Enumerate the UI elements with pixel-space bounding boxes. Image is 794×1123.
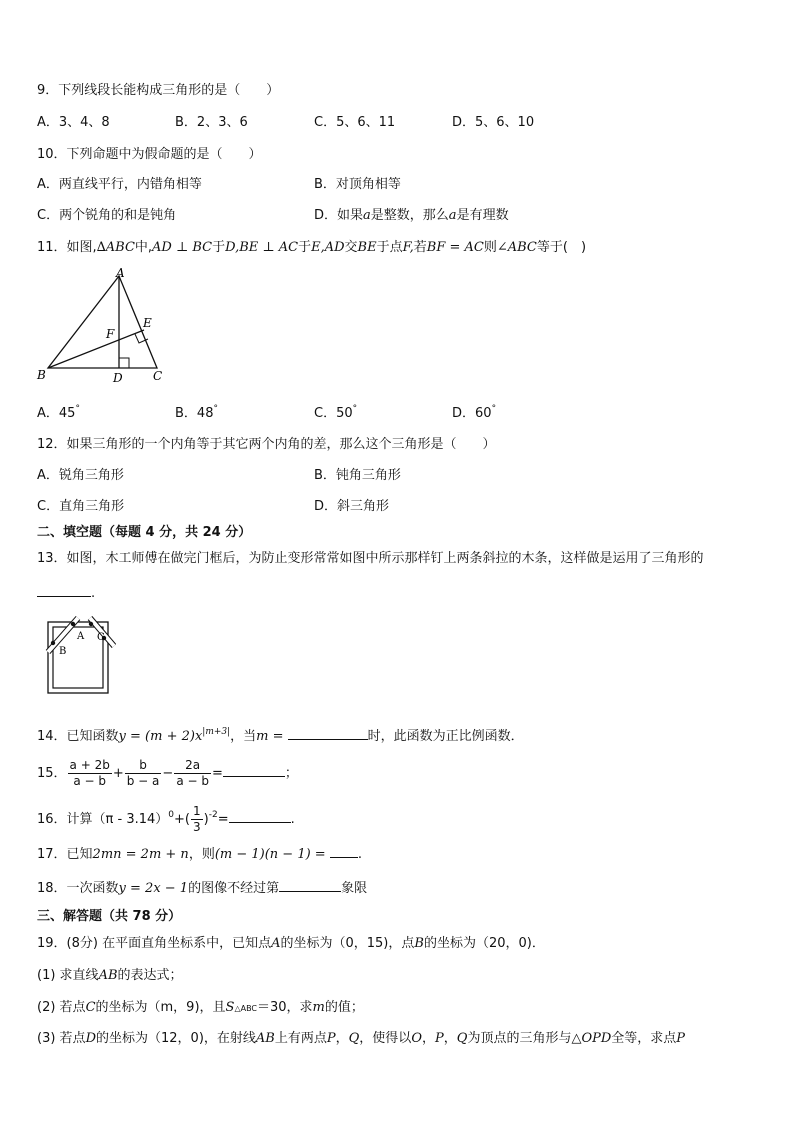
q18-blank[interactable] bbox=[279, 877, 341, 892]
section-3-heading: 三、解答题（共 78 分） bbox=[37, 909, 182, 924]
question-17: 17．已知2mn = 2m + n，则(m − 1)(n − 1) = . bbox=[37, 843, 362, 864]
question-15: 15． $\frac{a + 2b}{a - b}$ + $\frac{b}{b - a}$ − $\frac{2a}{a - b}$ = ； bbox=[37, 758, 298, 788]
q11-option-b: B．48° bbox=[175, 404, 218, 421]
q14-blank[interactable] bbox=[288, 725, 368, 740]
q9-option-a: A．3、4、8 bbox=[37, 115, 110, 130]
q11-option-d: D．60° bbox=[452, 404, 497, 421]
q13-blank[interactable] bbox=[37, 582, 91, 597]
question-14: 14．已知函数$y = (m + 2)x^{|m+3|}$，当m = 时，此函数为正比例函数． bbox=[37, 727, 524, 744]
q12-option-c: C．直角三角形 bbox=[37, 499, 125, 514]
q11-option-a: A．45° bbox=[37, 404, 80, 421]
q12-option-d: D．斜三角形 bbox=[314, 499, 390, 514]
wood-label-a: A bbox=[77, 631, 85, 642]
q12-option-b: B．钝角三角形 bbox=[314, 468, 401, 483]
q15-blank[interactable] bbox=[223, 762, 285, 777]
q16-blank[interactable] bbox=[229, 808, 291, 823]
q9-option-c: C．5、6、11 bbox=[314, 115, 396, 130]
label-a: A bbox=[116, 266, 125, 280]
q15-fraction-1: $\frac{a + 2b}{a - b}$ bbox=[69, 758, 110, 788]
q16-fraction: $\frac{1}{3}$ bbox=[192, 804, 201, 834]
q11-option-c: C．50° bbox=[314, 404, 358, 421]
q12-option-a: A．锐角三角形 bbox=[37, 468, 124, 483]
q10-option-c: C．两个锐角的和是钝角 bbox=[37, 208, 177, 223]
label-e: E bbox=[143, 316, 152, 330]
question-19-stem: 19．(8分) 在平面直角坐标系中，已知点A的坐标为（0，15)，点B的坐标为（20，0)． bbox=[37, 936, 545, 951]
label-b: B bbox=[37, 368, 46, 382]
q19-part-3: (3) 若点D的坐标为（12，0)，在射线AB上有两点P，Q，使得以O，P，Q为顶点的三角形与△OPD全等，求点P bbox=[37, 1031, 686, 1046]
q19-part-2: (2) 若点C的坐标为（m，9)，且S△ABC＝30，求m的值； bbox=[37, 1000, 364, 1015]
section-2-heading: 二、填空题（每题 4 分，共 24 分） bbox=[37, 525, 252, 540]
q9-option-b: B．2、3、6 bbox=[175, 115, 248, 130]
q19-part-1: (1) 求直线AB的表达式； bbox=[37, 968, 183, 983]
q13-answer-line: . bbox=[37, 582, 95, 603]
q10-option-a: A．两直线平行，内错角相等 bbox=[37, 177, 202, 192]
label-c: C bbox=[153, 369, 163, 383]
question-9-stem: 9．下列线段长能构成三角形的是（ ） bbox=[37, 83, 280, 98]
question-11-stem: 11．如图,∆ABC中,AD ⊥ BC于D,BE ⊥ AC于E,AD交BE于点F,若BF = AC则∠ABC等于( ) bbox=[37, 240, 587, 255]
label-f: F bbox=[106, 327, 115, 341]
question-12-stem: 12．如果三角形的一个内角等于其它两个内角的差，那么这个三角形是（ ） bbox=[37, 437, 496, 452]
wood-label-b: B bbox=[59, 646, 67, 657]
q9-option-d: D．5、6、10 bbox=[452, 115, 535, 130]
door-frame-figure bbox=[44, 616, 116, 696]
question-16: 16．计算（π - 3.14）$^0$+( $\frac{1}{3}$ )$^{-2}$= . bbox=[37, 804, 295, 834]
q17-blank[interactable] bbox=[330, 843, 358, 858]
question-18: 18．一次函数y = 2x − 1的图像不经过第 象限 bbox=[37, 877, 367, 898]
question-10-stem: 10．下列命题中为假命题的是（ ） bbox=[37, 147, 262, 162]
label-d: D bbox=[113, 371, 123, 384]
q10-option-d: D．如果a是整数，那么a是有理数 bbox=[314, 208, 509, 223]
q15-fraction-2: $\frac{b}{b - a}$ bbox=[126, 758, 160, 788]
wood-label-c: C bbox=[97, 632, 105, 643]
q15-fraction-3: $\frac{2a}{a - b}$ bbox=[176, 758, 209, 788]
q10-option-b: B．对顶角相等 bbox=[314, 177, 401, 192]
triangle-figure bbox=[34, 266, 174, 384]
question-13-stem: 13．如图，木工师傅在做完门框后，为防止变形常常如图中所示那样钉上两条斜拉的木条，这样做是运用了三角形的 bbox=[37, 551, 704, 566]
